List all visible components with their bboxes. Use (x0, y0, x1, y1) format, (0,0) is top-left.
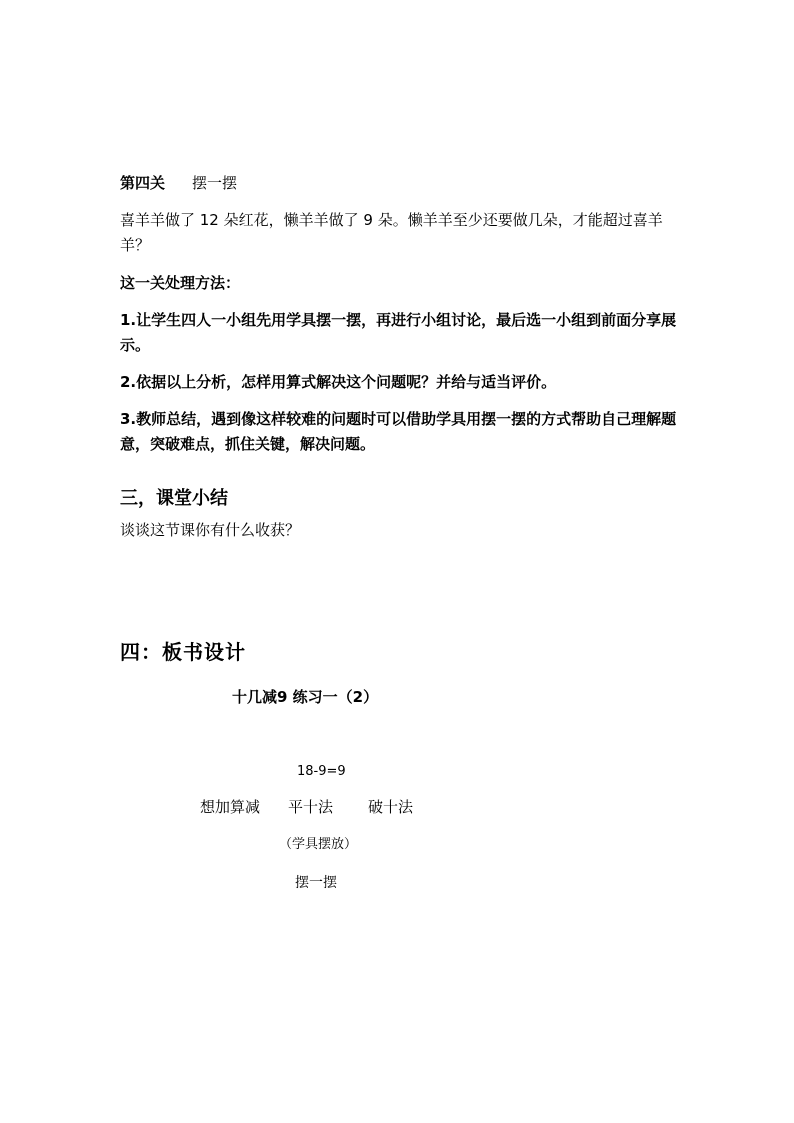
step-1: 1.让学生四人一小组先用学具摆一摆，再进行小组讨论，最后选一小组到前面分享展示。 (120, 311, 677, 354)
problem-text: 喜羊羊做了 12 朵红花，懒羊羊做了 9 朵。懒羊羊至少还要做几朵，才能超过喜羊羊？ (120, 211, 663, 254)
board-method-2: 平十法 (288, 798, 334, 816)
board-note: （学具摆放） (279, 837, 358, 852)
summary-text: 谈谈这节课你有什么收获？ (120, 521, 301, 539)
section-subtitle: 摆一摆 (192, 174, 238, 192)
board-title: 十几减9 练习一（2） (232, 688, 379, 706)
method-title: 这一关处理方法： (120, 274, 241, 292)
step-3: 3.教师总结，遇到像这样较难的问题时可以借助学具用摆一摆的方式帮助自己理解题意，突破难点，抓住关键，解决问题。 (120, 410, 677, 453)
step-2: 2.依据以上分析，怎样用算式解决这个问题呢？并给与适当评价。 (120, 373, 557, 391)
board-design-heading: 四：板书设计 (120, 640, 246, 664)
board-method-1: 想加算减 (200, 798, 261, 816)
section-label: 第四关 (120, 174, 166, 192)
summary-heading: 三，课堂小结 (120, 488, 228, 509)
board-method-3: 破十法 (368, 798, 414, 816)
board-equation: 18-9=9 (297, 764, 346, 779)
board-activity: 摆一摆 (295, 875, 337, 891)
